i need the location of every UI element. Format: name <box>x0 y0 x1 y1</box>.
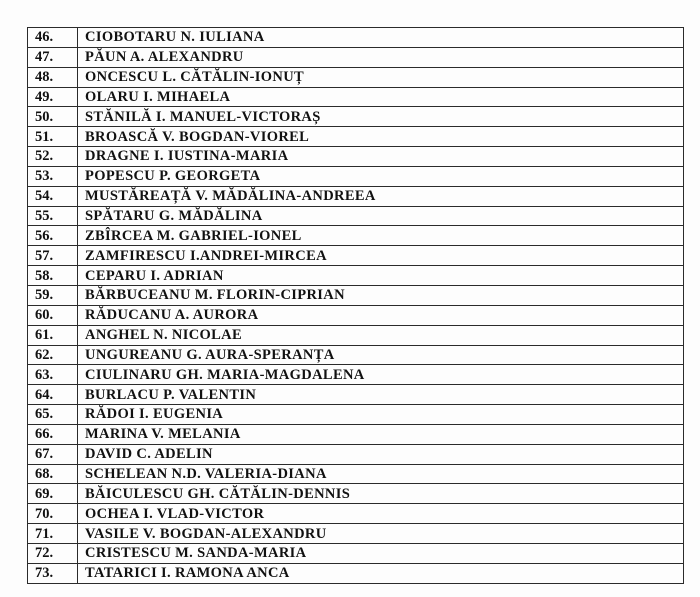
table-row <box>28 345 684 365</box>
person-name: CIOBOTARU N. IULIANA <box>78 28 684 48</box>
table-row <box>28 87 684 107</box>
row-number: 49. <box>28 87 78 107</box>
person-name: DAVID C. ADELIN <box>78 444 684 464</box>
table-row <box>28 385 684 405</box>
person-name: BROASCĂ V. BOGDAN-VIOREL <box>78 127 684 147</box>
table-row <box>28 285 684 305</box>
row-number: 73. <box>28 563 78 583</box>
row-number: 72. <box>28 543 78 563</box>
table-row <box>28 524 684 544</box>
person-name: BĂRBUCEANU M. FLORIN-CIPRIAN <box>78 285 684 305</box>
table-row <box>28 186 684 206</box>
table-row <box>28 67 684 87</box>
row-number: 69. <box>28 484 78 504</box>
row-number: 66. <box>28 424 78 444</box>
person-name: PĂUN A. ALEXANDRU <box>78 47 684 67</box>
person-name: RĂDUCANU A. AURORA <box>78 305 684 325</box>
table-row <box>28 147 684 167</box>
person-name: CEPARU I. ADRIAN <box>78 266 684 286</box>
person-name: BURLACU P. VALENTIN <box>78 385 684 405</box>
row-number: 68. <box>28 464 78 484</box>
table-row <box>28 166 684 186</box>
person-name: VASILE V. BOGDAN-ALEXANDRU <box>78 524 684 544</box>
name-list-table <box>27 27 684 584</box>
person-name: SCHELEAN N.D. VALERIA-DIANA <box>78 464 684 484</box>
table-row <box>28 484 684 504</box>
person-name: ZBÎRCEA M. GABRIEL-IONEL <box>78 226 684 246</box>
person-name: ZAMFIRESCU I.ANDREI-MIRCEA <box>78 246 684 266</box>
person-name: RĂDOI I. EUGENIA <box>78 405 684 425</box>
person-name: MUSTĂREAȚĂ V. MĂDĂLINA-ANDREEA <box>78 186 684 206</box>
person-name: ONCESCU L. CĂTĂLIN-IONUȚ <box>78 67 684 87</box>
row-number: 65. <box>28 405 78 425</box>
person-name: SPĂTARU G. MĂDĂLINA <box>78 206 684 226</box>
person-name: UNGUREANU G. AURA-SPERANȚA <box>78 345 684 365</box>
row-number: 67. <box>28 444 78 464</box>
table-row <box>28 464 684 484</box>
person-name: CRISTESCU M. SANDA-MARIA <box>78 543 684 563</box>
table-row <box>28 266 684 286</box>
table-row <box>28 365 684 385</box>
name-list-body <box>28 28 684 584</box>
row-number: 64. <box>28 385 78 405</box>
row-number: 46. <box>28 28 78 48</box>
row-number: 60. <box>28 305 78 325</box>
table-row <box>28 246 684 266</box>
table-row <box>28 504 684 524</box>
row-number: 59. <box>28 285 78 305</box>
table-row <box>28 305 684 325</box>
table-row <box>28 543 684 563</box>
person-name: BĂICULESCU GH. CĂTĂLIN-DENNIS <box>78 484 684 504</box>
table-row <box>28 127 684 147</box>
table-row <box>28 107 684 127</box>
row-number: 58. <box>28 266 78 286</box>
table-row <box>28 28 684 48</box>
table-row <box>28 424 684 444</box>
table-row <box>28 444 684 464</box>
row-number: 63. <box>28 365 78 385</box>
row-number: 50. <box>28 107 78 127</box>
person-name: CIULINARU GH. MARIA-MAGDALENA <box>78 365 684 385</box>
person-name: POPESCU P. GEORGETA <box>78 166 684 186</box>
table-row <box>28 563 684 583</box>
row-number: 56. <box>28 226 78 246</box>
person-name: OCHEA I. VLAD-VICTOR <box>78 504 684 524</box>
person-name: MARINA V. MELANIA <box>78 424 684 444</box>
person-name: ANGHEL N. NICOLAE <box>78 325 684 345</box>
row-number: 62. <box>28 345 78 365</box>
row-number: 48. <box>28 67 78 87</box>
row-number: 52. <box>28 147 78 167</box>
table-row <box>28 226 684 246</box>
row-number: 71. <box>28 524 78 544</box>
row-number: 70. <box>28 504 78 524</box>
row-number: 53. <box>28 166 78 186</box>
row-number: 51. <box>28 127 78 147</box>
person-name: OLARU I. MIHAELA <box>78 87 684 107</box>
table-row <box>28 325 684 345</box>
row-number: 47. <box>28 47 78 67</box>
person-name: TATARICI I. RAMONA ANCA <box>78 563 684 583</box>
row-number: 55. <box>28 206 78 226</box>
row-number: 57. <box>28 246 78 266</box>
table-row <box>28 47 684 67</box>
person-name: STĂNILĂ I. MANUEL-VICTORAȘ <box>78 107 684 127</box>
person-name: DRAGNE I. IUSTINA-MARIA <box>78 147 684 167</box>
row-number: 54. <box>28 186 78 206</box>
table-row <box>28 206 684 226</box>
row-number: 61. <box>28 325 78 345</box>
table-row <box>28 405 684 425</box>
